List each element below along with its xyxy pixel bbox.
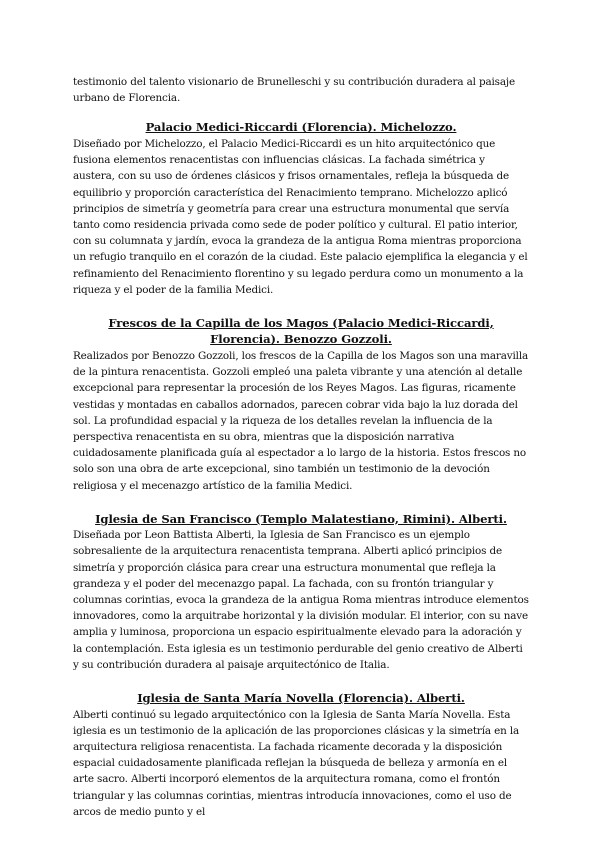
- section-heading-frescos-capilla-magos: Frescos de la Capilla de los Magos (Palacio Medici-Riccardi, Florencia). Benozzo Gozzoli.: [108, 315, 494, 347]
- section-body-frescos-capilla-magos: Realizados por Benozzo Gozzoli, los frescos de la Capilla de los Magos son una maravilla de la pintura renacentista. Gozzoli empleó una paleta vibrante y una atención al detalle excepcional para representar la procesión de los Reyes Magos. Las figuras, ricamente vestidas y montadas en caballos adornados, parecen cobrar vida bajo la luz dorada del sol. La profundidad espacial y la riqueza de los detalles revelan la influencia de la perspectiva renacentista en su obra, mientras que la disposición narrativa cuidadosamente planificada guía al espectador a lo largo de la historia. Estos frescos no solo son una obra de arte excepcional, sino también un testimonio de la devoción religiosa y el mecenazgo artístico de la familia Medici.: [73, 349, 529, 492]
- section-body-palacio-medici-riccardi: Diseñado por Michelozzo, el Palacio Medici-Riccardi es un hito arquitectónico que fusiona elementos renacentistas con influencias clásicas. La fachada simétrica y austera, con su uso de órdenes clásicos y frisos ornamentales, refleja la búsqueda de equilibrio y proporción característica del Renacimiento temprano. Michelozzo aplicó principios de simetría y geometría para crear una estructura monumental que servía tanto como residencia privada como sede de poder político y cultural. El patio interior, con su columnata y jardín, evoca la grandeza de la antigua Roma mientras proporciona un refugio tranquilo en el corazón de la ciudad. Este palacio ejemplifica la elegancia y el refinamiento del Renacimiento florentino y su legado perdura como un monumento a la riqueza y el poder de la familia Medici.: [73, 137, 528, 296]
- section-body-iglesia-santa-maria-novella: Alberti continuó su legado arquitectónico con la Iglesia de Santa María Novella. Esta iglesia es un testimonio de la aplicación de las proporciones clásicas y la simetría en la arquitectura religiosa renacentista. La fachada ricamente decorada y la disposición espacial cuidadosamente planificada reflejan la búsqueda de belleza y armonía en el arte sacro. Alberti incorporó elementos de la arquitectura romana, como el frontón triangular y las columnas corintias, mientras introducía innovaciones, como el uso de arcos de medio punto y el: [73, 708, 520, 818]
- section-body-iglesia-san-francisco: Diseñada por Leon Battista Alberti, la Iglesia de San Francisco es un ejemplo sobresaliente de la arquitectura renacentista temprana. Alberti aplicó principios de simetría y proporción clásica para crear una estructura monumental que refleja la grandeza y el poder del mecenazgo papal. La fachada, con su frontón triangular y columnas corintias, evoca la grandeza de la antigua Roma mientras introduce elementos innovadores, como la arquitrabe horizontal y la división modular. El interior, con su nave amplia y luminosa, proporciona un espacio espiritualmente elevado para la adoración y la contemplación. Esta iglesia es un testimonio perdurable del genio creativo de Alberti y su contribución duradera al paisaje arquitectónico de Italia.: [73, 529, 529, 671]
- section-heading-iglesia-san-francisco: Iglesia de San Francisco (Templo Malatestiano, Rimini). Alberti.: [95, 511, 507, 526]
- document-content: [73, 74, 529, 820]
- section-heading-iglesia-santa-maria-novella: Iglesia de Santa María Novella (Florencia). Alberti.: [137, 691, 465, 706]
- intro-paragraph: testimonio del talento visionario de Brunelleschi y su contribución duradera al paisaje urbano de Florencia.: [73, 76, 515, 105]
- section-heading-palacio-medici-riccardi: Palacio Medici-Riccardi (Florencia). Michelozzo.: [145, 120, 457, 135]
